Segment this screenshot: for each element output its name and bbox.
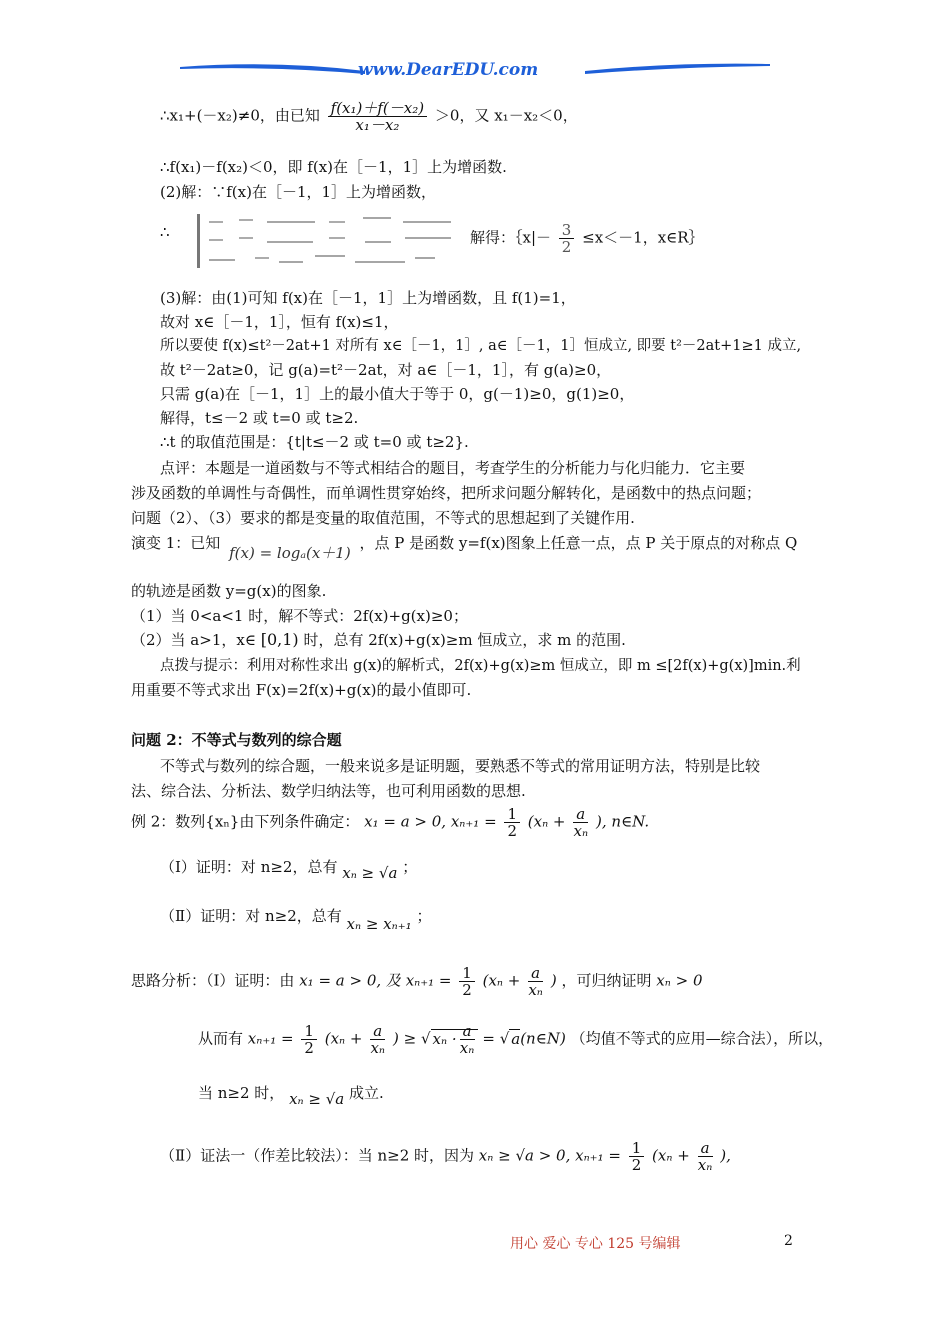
inequality-system-graphic (195, 212, 460, 270)
numerator: 1 (459, 965, 475, 982)
fraction (301, 1023, 317, 1056)
comment-line-3: 问题（2）、（3）要求的都是变量的取值范围，不等式的思想起到了关键作用. (131, 509, 635, 527)
sol-line-5: (3)解：由(1)可知 f(x)在［－1，1］上为增函数，且 f(1)=1， (160, 289, 576, 307)
denominator: 2 (631, 1156, 642, 1174)
formula: xₙ ≥ xₙ₊₁ (346, 915, 412, 933)
part-i-text: （Ⅰ）证明：对 n≥2，总有 (160, 858, 338, 876)
problem-2-title: 问题 2：不等式与数列的综合题 (131, 731, 342, 749)
formula-part: ) (550, 971, 557, 990)
sol-line-1 (160, 100, 578, 133)
analysis-text: （Ⅱ）证法一（作差比较法）：当 n≥2 时，因为 (160, 1146, 475, 1165)
fraction (459, 965, 475, 998)
analysis-line-3 (198, 1083, 384, 1108)
formula-part: xₙ ≥ √a > 0, xₙ₊₁ = (478, 1146, 621, 1165)
denominator: xₙ (697, 1156, 713, 1174)
part-ii-text: （Ⅱ）证明：对 n≥2，总有 (160, 907, 342, 925)
numerator: a (528, 965, 543, 982)
sol-line-7: 所以要使 f(x)≤t²－2at+1 对所有 x∈［－1，1］, a∈［－1，1］恒成立, 即要 t²－2at+1≥1 成立, (160, 338, 802, 354)
numerator: a (573, 806, 588, 823)
analysis-head: 思路分析：（Ⅰ）证明：由 (131, 971, 295, 990)
numerator: a (698, 1140, 713, 1157)
sol-line-8: 故 t²－2at≥0，记 g(a)=t²－2at，对 a∈［－1，1］，有 g(a)≥0， (160, 361, 612, 379)
sol-line-1-tail: ＞0，又 x₁－x₂＜0， (434, 106, 578, 125)
formula-part: ), (720, 1146, 731, 1165)
formula-part: xₙ₊₁ = (247, 1029, 294, 1048)
problem-2-para-2: 法、综合法、分析法、数学归纳法等，也可利用函数的思想. (131, 782, 526, 800)
problem-2-para-1: 不等式与数列的综合题，一般来说多是证明题，要熟悉不等式的常用证明方法，特别是比较 (160, 757, 761, 775)
denominator: xₙ (370, 1039, 385, 1057)
denominator: xₙ (573, 822, 589, 840)
hint-line-1: 点拨与提示：利用对称性求出 g(x)的解析式，2f(x)+g(x)≥m 恒成立，即 m ≤[2f(x)+g(x)]min.利 (160, 658, 801, 674)
fraction (629, 1140, 645, 1173)
example-2-part-i (160, 857, 418, 882)
example-2 (131, 806, 649, 839)
denominator: xₙ (459, 1039, 475, 1057)
formula: xₙ ≥ √a (342, 864, 398, 882)
sol-line-2: ∴f(x₁)－f(x₂)＜0，即 f(x)在［－1，1］上为增函数. (160, 158, 507, 176)
variation-q2-tail: 时，总有 2f(x)+g(x)≥m 恒成立，求 m 的范围. (303, 631, 626, 649)
solution-set-tail: ≤x＜－1，x∈R｝ (582, 228, 704, 247)
analysis-line-1 (131, 965, 702, 998)
sol-line-3: (2)解：∵f(x)在［－1，1］上为增函数， (160, 183, 437, 201)
variation-line-1-tail: ，点 P 是函数 y=f(x)图象上任意一点，点 P 关于原点的对称点 Q (359, 534, 798, 552)
radicand (431, 1022, 478, 1057)
interval: [0,1) (260, 630, 299, 649)
fraction (559, 222, 575, 255)
formula-part: x₁ = a > 0, xₙ₊₁ = (364, 812, 497, 831)
fraction (460, 1023, 475, 1056)
formula-part: xₙ > 0 (656, 971, 703, 990)
part-i-tail: ； (402, 858, 418, 876)
variation-q2-head: （2）当 a>1，x∈ (131, 631, 256, 649)
sol-line-6: 故对 x∈［－1，1］，恒有 f(x)≤1， (160, 313, 399, 331)
radicand-part: xₙ · (432, 1029, 457, 1048)
numerator: a (460, 1023, 475, 1040)
analysis-line-4 (160, 1140, 731, 1173)
solution-set-head: 解得：｛x|－ (470, 228, 552, 247)
footer-note: 用心 爱心 专心 125 号编辑 (510, 1236, 681, 1252)
fraction (328, 100, 427, 133)
hint-line-2: 用重要不等式求出 F(x)=2f(x)+g(x)的最小值即可. (131, 681, 472, 699)
denominator: 2 (462, 981, 472, 999)
fraction (504, 806, 520, 839)
formula-part: x₁ = a > 0, 及 xₙ₊₁ = (299, 971, 452, 990)
analysis-text: ，可归纳证明 (561, 971, 652, 990)
variation-label: 演变 1：已知 (131, 534, 221, 552)
denominator: xₙ (528, 981, 543, 999)
fraction (370, 1023, 385, 1056)
therefore-symbol: ∴ (160, 223, 170, 241)
sol-line-9: 只需 g(a)在［－1，1］上的最小值大于等于 0，g(－1)≥0，g(1)≥0， (160, 385, 635, 403)
denominator: 2 (507, 822, 517, 840)
example-2-part-ii (160, 906, 432, 933)
sol-line-10: 解得，t≤－2 或 t=0 或 t≥2. (160, 409, 359, 427)
sqrt-sign: √ (420, 1029, 431, 1048)
analysis-text: 成立. (349, 1084, 384, 1102)
analysis-line-2 (198, 1023, 833, 1056)
formula: xₙ ≥ √a (289, 1090, 345, 1108)
variation-q2 (131, 630, 626, 650)
header-logo[interactable]: www.DearEDU.com (358, 60, 539, 80)
page-number: 2 (784, 1233, 793, 1249)
formula-part: (xₙ + (482, 971, 521, 990)
variation-line-1 (131, 533, 798, 562)
denominator: 2 (304, 1039, 314, 1057)
formula-part: (xₙ + (652, 1146, 690, 1165)
formula-part: = (482, 1029, 495, 1048)
log-formula: f(x) = logₐ(x＋1) (229, 544, 351, 562)
formula-part: (xₙ + (527, 812, 566, 831)
formula-part: ), n∈N. (596, 812, 650, 831)
fraction (528, 965, 543, 998)
sqrt-sign: √ (499, 1029, 510, 1048)
variation-q1: （1）当 0<a<1 时，解不等式：2f(x)+g(x)≥0； (131, 607, 468, 625)
comment-line-2: 涉及函数的单调性与奇偶性，而单调性贯穿始终，把所求问题分解转化，是函数中的热点问题； (131, 484, 762, 502)
formula-part: (xₙ + (324, 1029, 363, 1048)
sol-line-1-text: ∴x₁+(－x₂)≠0，由已知 (160, 106, 320, 125)
numerator: 1 (629, 1140, 645, 1157)
analysis-text: 从而有 (198, 1029, 244, 1048)
part-ii-tail: ； (416, 907, 432, 925)
denominator: 2 (561, 238, 572, 256)
radicand: a (511, 1029, 521, 1048)
numerator: a (370, 1023, 385, 1040)
numerator: f(x₁)＋f(－x₂) (328, 100, 427, 117)
comment-line-1: 点评：本题是一道函数与不等式相结合的题目，考查学生的分析能力与化归能力．它主要 (160, 459, 746, 477)
denominator: x₁－x₂ (355, 116, 400, 134)
solution-set (470, 222, 704, 255)
variation-line-2: 的轨迹是函数 y=g(x)的图象. (131, 582, 327, 600)
analysis-text: 当 n≥2 时， (198, 1084, 285, 1102)
fraction (573, 806, 588, 839)
numerator: 3 (559, 222, 575, 239)
fraction (698, 1140, 713, 1173)
numerator: 1 (504, 806, 520, 823)
analysis-text: （均值不等式的应用—综合法），所以， (570, 1029, 834, 1048)
formula-part: (n∈N) (520, 1029, 566, 1048)
sol-line-11: ∴t 的取值范围是：{t|t≤－2 或 t=0 或 t≥2}. (160, 433, 469, 451)
formula-part: ) ≥ (392, 1029, 417, 1048)
example-2-label: 例 2：数列{xₙ}由下列条件确定： (131, 812, 360, 831)
numerator: 1 (301, 1023, 317, 1040)
